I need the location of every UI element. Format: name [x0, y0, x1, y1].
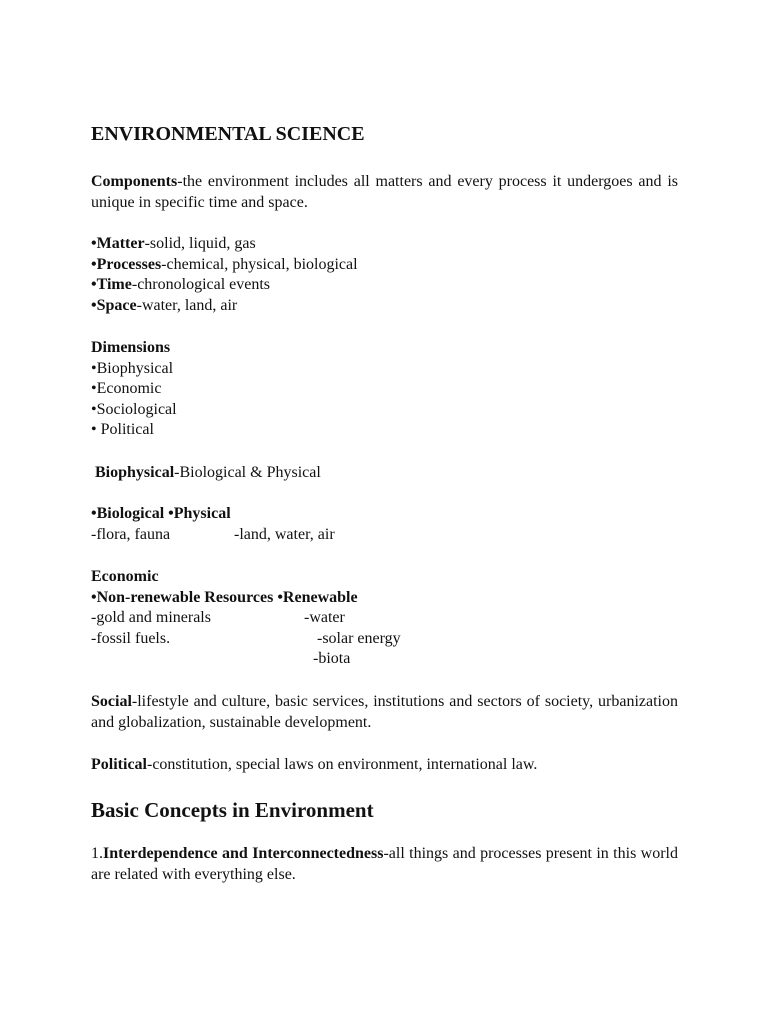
nonrenewable-item-gold: -gold and minerals: [91, 609, 211, 627]
social-label: Social: [91, 693, 132, 710]
dimensions-heading: Dimensions: [91, 339, 171, 356]
dimension-item-political: • Political: [91, 421, 154, 439]
biological-text: -flora, fauna: [91, 525, 171, 543]
political-paragraph: [91, 755, 678, 776]
component-item-space: [91, 296, 678, 317]
concept-item-1: [91, 844, 678, 885]
economic-heading: Economic: [91, 568, 159, 585]
matter-label: •Matter: [91, 235, 145, 252]
document-title: ENVIRONMENTAL SCIENCE: [91, 123, 365, 145]
dimension-item-economic: •Economic: [91, 380, 162, 398]
matter-text: -solid, liquid, gas: [144, 235, 256, 252]
physical-heading: •Physical: [168, 505, 231, 522]
economic-section: [91, 567, 678, 670]
dimension-item-sociological: •Sociological: [91, 400, 177, 418]
nonrenewable-item-fossil: -fossil fuels.: [91, 629, 171, 647]
social-paragraph: [91, 692, 678, 733]
component-item-processes: [91, 255, 678, 276]
time-label: •Time: [91, 276, 132, 294]
renewable-heading: •Renewable: [277, 588, 358, 606]
biophysical-line: [95, 463, 682, 484]
biophysical-columns: [91, 504, 678, 545]
renewable-item-water: -water: [304, 609, 345, 627]
space-label: •Space: [91, 296, 137, 314]
biological-heading: •Biological: [91, 505, 165, 522]
component-item-time: [91, 275, 678, 296]
nonrenewable-heading: •Non-renewable Resources: [91, 588, 274, 606]
components-paragraph: [91, 172, 678, 213]
concept-item-1-text: -all things and processes present in this world are related with everything else.: [91, 845, 678, 883]
social-text: -lifestyle and culture, basic services, institutions and sectors of society, urbanization and globalization, sustainable development.: [91, 693, 678, 731]
biophysical-text: -Biological & Physical: [174, 464, 321, 481]
political-text: -constitution, special laws on environment, international law.: [146, 756, 538, 773]
renewable-item-biota: -biota: [313, 650, 351, 668]
basic-concepts-heading: Basic Concepts in Environment: [91, 798, 374, 822]
components-label: Components: [91, 173, 178, 190]
processes-text: -chemical, physical, biological: [161, 255, 358, 273]
space-text: -water, land, air: [136, 296, 238, 314]
components-text: -the environment includes all matters and every process it undergoes and is unique in specific time and space.: [91, 173, 678, 211]
dimension-item-biophysical: •Biophysical: [91, 359, 174, 377]
component-list: [91, 234, 678, 316]
time-text: -chronological events: [131, 276, 271, 294]
biophysical-label: Biophysical: [95, 464, 175, 481]
component-item-matter: [91, 234, 678, 255]
physical-text: -land, water, air: [234, 525, 335, 543]
concept-item-1-label: Interdependence and Interconnectedness: [103, 845, 384, 862]
processes-label: •Processes: [91, 255, 162, 273]
political-label: Political: [91, 756, 147, 773]
dimensions-section: [91, 338, 678, 441]
renewable-item-solar: -solar energy: [317, 629, 401, 647]
concept-item-1-number: 1.: [91, 845, 103, 862]
